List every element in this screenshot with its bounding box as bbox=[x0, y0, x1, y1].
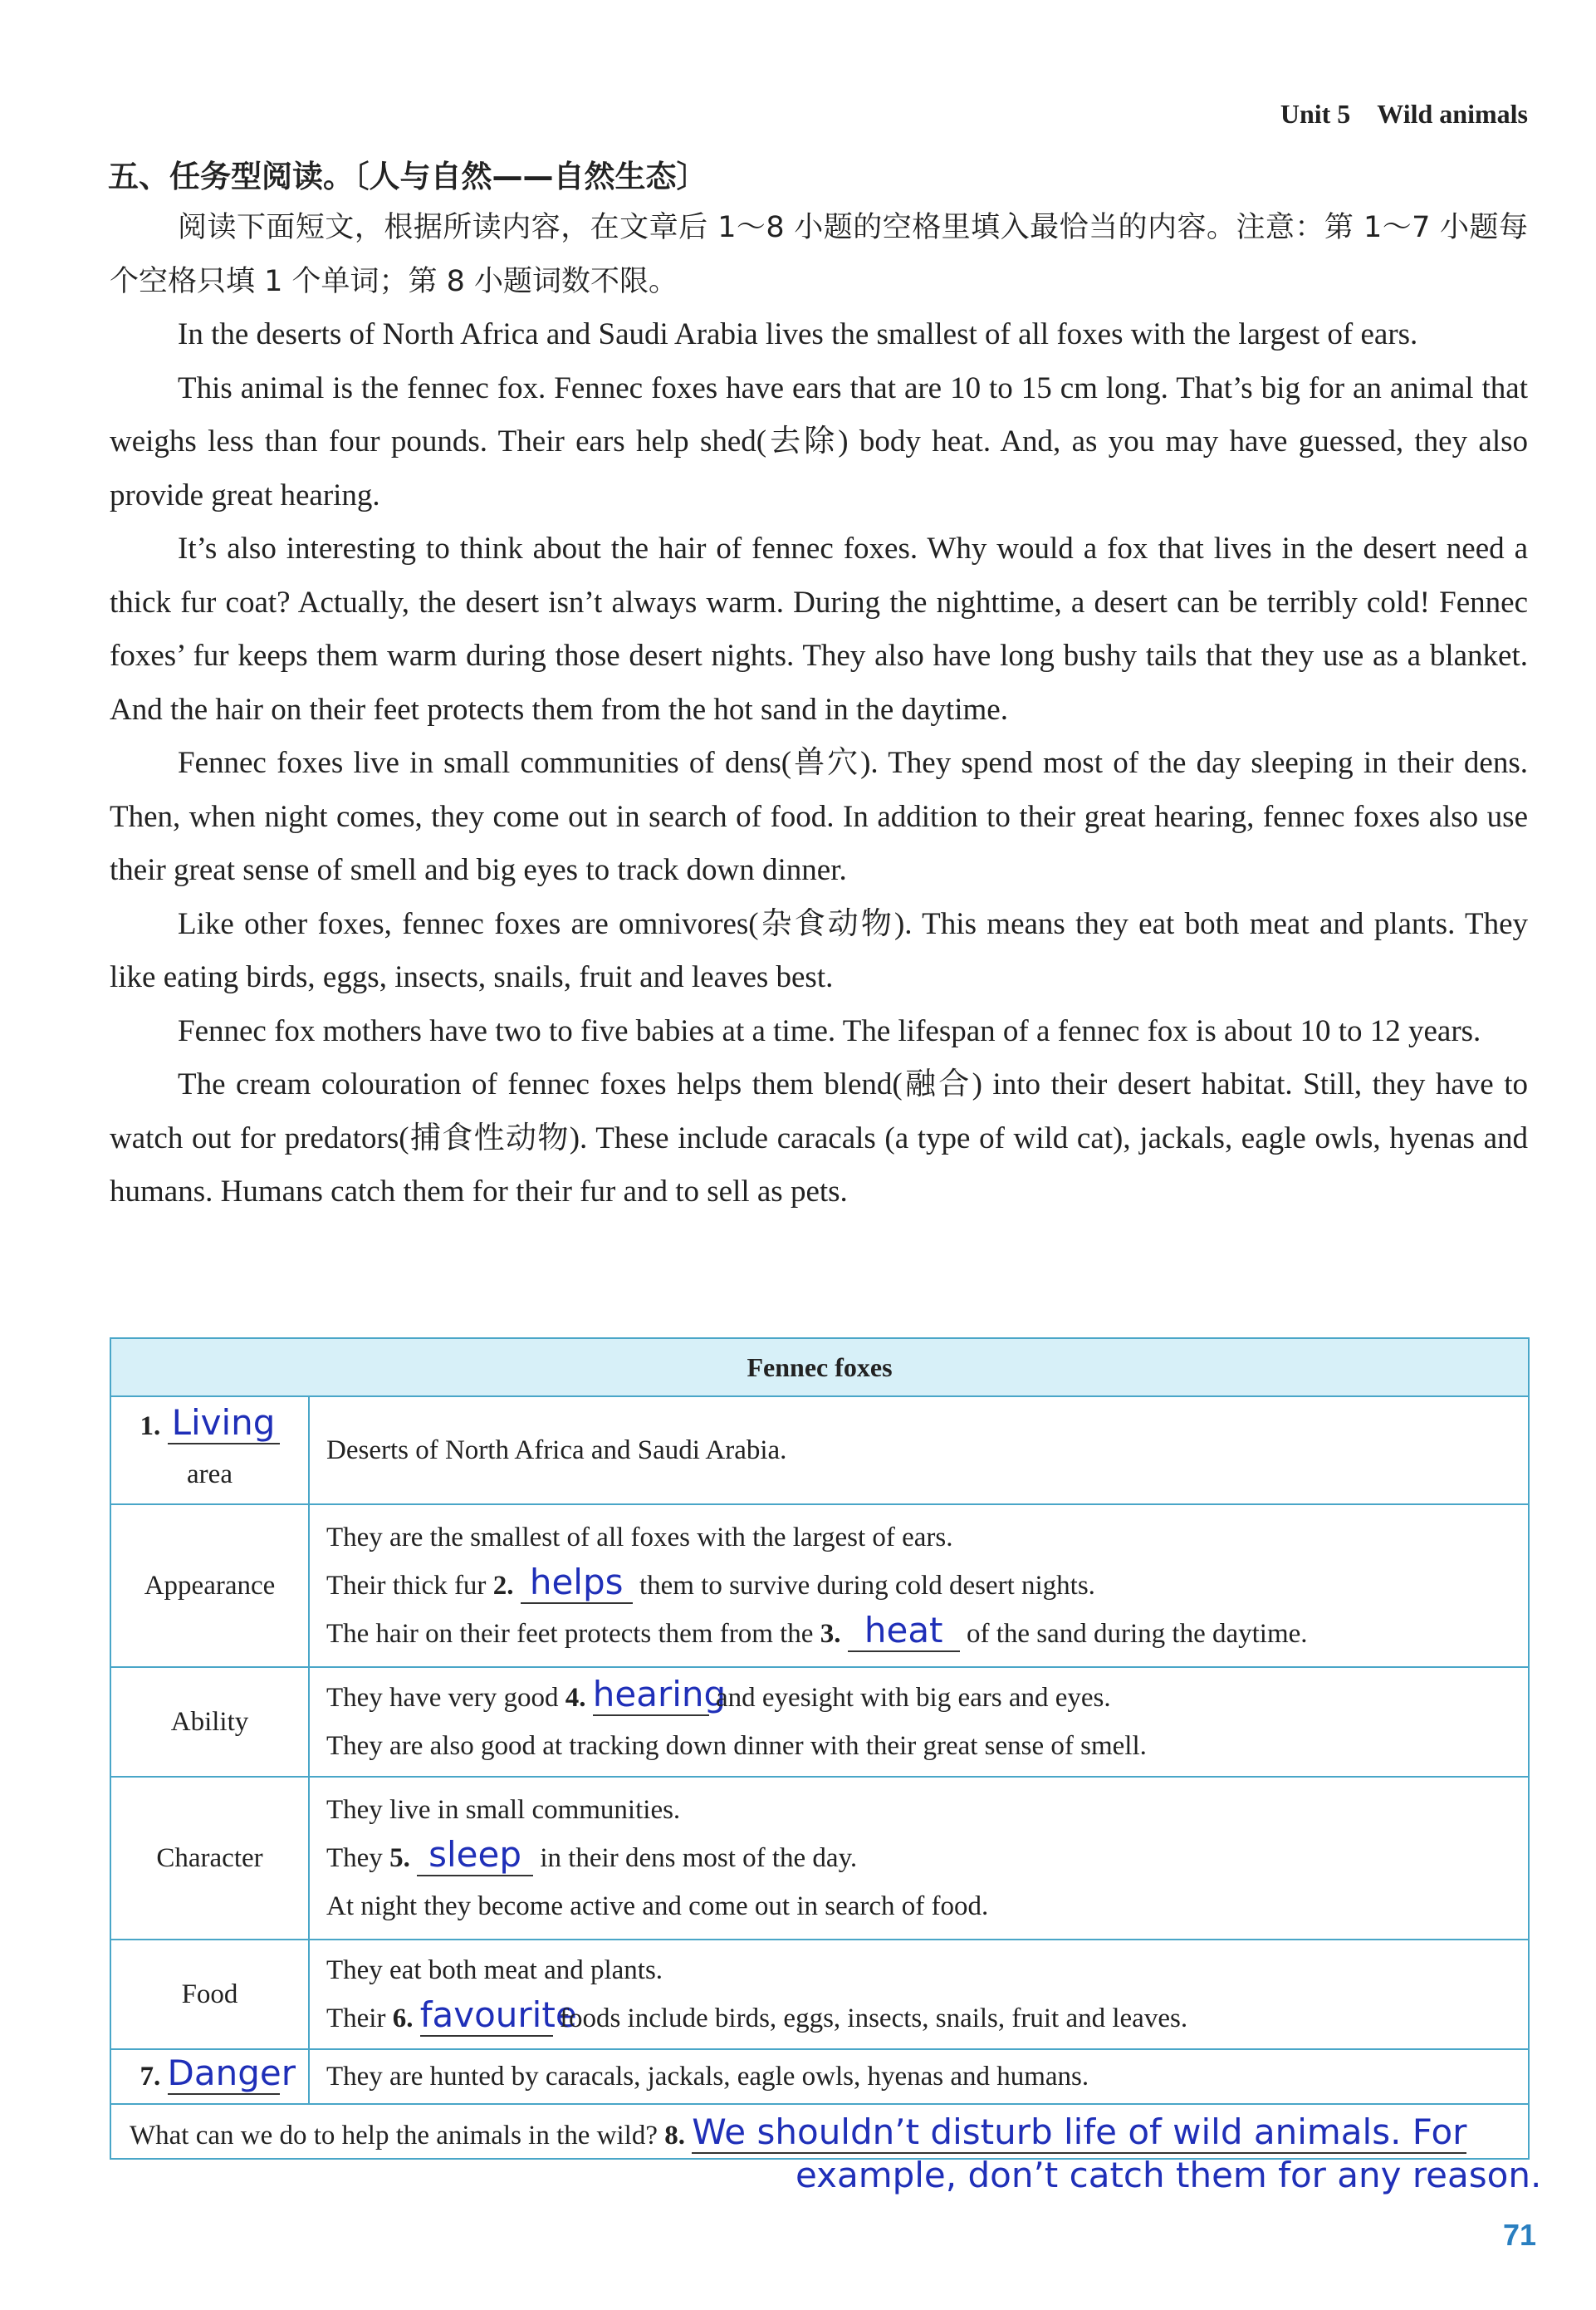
label-suffix: area bbox=[187, 1459, 233, 1489]
text: and eyesight with big ears and eyes. bbox=[716, 1683, 1111, 1713]
content-line bbox=[326, 1562, 1527, 1610]
answer-8-continuation: example, don’t catch them for any reason. bbox=[796, 2155, 1542, 2195]
row-content: Deserts of North Africa and Saudi Arabia. bbox=[309, 1396, 1529, 1504]
row-label: Character bbox=[110, 1777, 309, 1940]
question-8-text: What can we do to help the animals in the wild? bbox=[130, 2120, 658, 2151]
row-content bbox=[309, 1504, 1529, 1667]
row-label bbox=[110, 2049, 309, 2104]
question-8-cell bbox=[110, 2104, 1529, 2159]
question-number: 6. bbox=[392, 2003, 414, 2033]
passage-paragraph: Fennec fox mothers have two to five babies at a time. The lifespan of a fennec fox is about 10 to 12 years. bbox=[178, 1013, 1481, 1048]
answer-blank-4[interactable]: hearing bbox=[592, 1674, 727, 1714]
text: Their bbox=[326, 2003, 386, 2033]
content-line: They are also good at tracking down dinner with their great sense of smell. bbox=[326, 1731, 1147, 1761]
row-label: Food bbox=[110, 1940, 309, 2049]
question-number: 5. bbox=[389, 1843, 410, 1873]
content-line bbox=[326, 1674, 1527, 1722]
row-content bbox=[309, 1940, 1529, 2049]
passage-paragraph: In the deserts of North Africa and Saudi Arabia lives the smallest of all foxes with the largest of ears. bbox=[178, 317, 1418, 351]
content-line: They live in small communities. bbox=[326, 1795, 681, 1825]
text: of the sand during the daytime. bbox=[966, 1619, 1308, 1649]
text: The hair on their feet protects them from the bbox=[326, 1619, 814, 1649]
table-title: Fennec foxes bbox=[110, 1338, 1529, 1396]
content-line: They are the smallest of all foxes with the largest of ears. bbox=[326, 1523, 953, 1552]
text: Their thick fur bbox=[326, 1571, 487, 1601]
passage-paragraph: The cream colouration of fennec foxes helps them blend(融合) into their desert habitat. Still, they have to watch out for predators(捕食性动物). These include caracals (a type of wild cat), jackals, eagle owls, hyenas and humans. Humans catch them for their fur and to sell as pets. bbox=[110, 1067, 1528, 1209]
row-content: They are hunted by caracals, jackals, eagle owls, hyenas and humans. bbox=[309, 2049, 1529, 2104]
text: They have very good bbox=[326, 1683, 559, 1713]
passage-paragraph: Like other foxes, fennec foxes are omnivores(杂食动物). This means they eat both meat and plants. They like eating birds, eggs, insects, snails, fruit and leaves best. bbox=[110, 906, 1528, 994]
question-number: 2. bbox=[492, 1571, 514, 1601]
content-line: At night they become active and come out in search of food. bbox=[326, 1891, 989, 1921]
text: They bbox=[326, 1843, 383, 1873]
table-row bbox=[110, 2104, 1529, 2159]
text: in their dens most of the day. bbox=[540, 1843, 858, 1873]
text: them to survive during cold desert nights. bbox=[639, 1571, 1095, 1601]
text: foods include birds, eggs, insects, snails, fruit and leaves. bbox=[559, 2003, 1188, 2033]
passage-paragraph: Fennec foxes live in small communities of dens(兽穴). They spend most of the day sleeping in their dens. Then, when night comes, they come out in search of food. In addition to their great hearing, fennec foxes also use their great sense of smell and big eyes to track down dinner. bbox=[110, 746, 1528, 887]
table-row bbox=[110, 2049, 1529, 2104]
question-number: 1. bbox=[140, 1411, 161, 1441]
table-row bbox=[110, 1667, 1529, 1777]
content-line bbox=[326, 1610, 1527, 1658]
table-row bbox=[110, 1504, 1529, 1667]
answer-blank-1[interactable]: Living bbox=[168, 1403, 280, 1444]
question-number: 3. bbox=[820, 1619, 841, 1649]
content-line: They eat both meat and plants. bbox=[326, 1955, 663, 1985]
row-content bbox=[309, 1667, 1529, 1777]
table-row bbox=[110, 1940, 1529, 2049]
content-line bbox=[326, 1994, 1527, 2043]
row-content bbox=[309, 1777, 1529, 1940]
answer-blank-2[interactable]: helps bbox=[521, 1562, 633, 1604]
row-label: Ability bbox=[110, 1667, 309, 1777]
passage-paragraph: It’s also interesting to think about the hair of fennec foxes. Why would a fox that lives in the desert need a thick fur coat? Actually, the desert isn’t always warm. During the nighttime, a desert can be terribly cold! Fennec foxes’ fur keeps them warm during those desert nights. They also have long bushy tails that they use as a blanket. And the hair on their feet protects them from the hot sand in the daytime. bbox=[110, 532, 1528, 727]
question-number: 8. bbox=[664, 2120, 685, 2151]
row-label: Appearance bbox=[110, 1504, 309, 1667]
answer-blank-3[interactable]: heat bbox=[848, 1611, 960, 1652]
table-row bbox=[110, 1396, 1529, 1504]
table-row bbox=[110, 1777, 1529, 1940]
reading-passage bbox=[110, 201, 1528, 1219]
row-label bbox=[110, 1396, 309, 1504]
section-title: 五、任务型阅读。〔人与自然——自然生态〕 bbox=[108, 159, 707, 194]
answer-blank-8[interactable]: We shouldn’t disturb life of wild animals. For bbox=[692, 2111, 1467, 2152]
answer-blank-6[interactable]: favourite bbox=[419, 1994, 577, 2035]
fennec-foxes-table bbox=[110, 1337, 1530, 2160]
question-number: 7. bbox=[140, 2062, 161, 2092]
passage-paragraph: This animal is the fennec fox. Fennec foxes have ears that are 10 to 15 cm long. That’s big for an animal that weighs less than four pounds. Their ears help shed(去除) body heat. And, as you may have guessed, they also provide great hearing. bbox=[110, 370, 1528, 513]
content-line bbox=[326, 1834, 1527, 1882]
answer-blank-5[interactable]: sleep bbox=[417, 1835, 533, 1876]
instructions: 阅读下面短文，根据所读内容，在文章后 1～8 小题的空格里填入最恰当的内容。注意：第 1～7 小题每个空格只填 1 个单词；第 8 小题词数不限。 bbox=[110, 211, 1528, 298]
answer-blank-7[interactable]: Danger bbox=[167, 2053, 296, 2093]
page-number: 71 bbox=[1502, 2218, 1536, 2252]
question-number: 4. bbox=[565, 1683, 586, 1713]
unit-header: Unit 5 Wild animals bbox=[1280, 99, 1528, 129]
